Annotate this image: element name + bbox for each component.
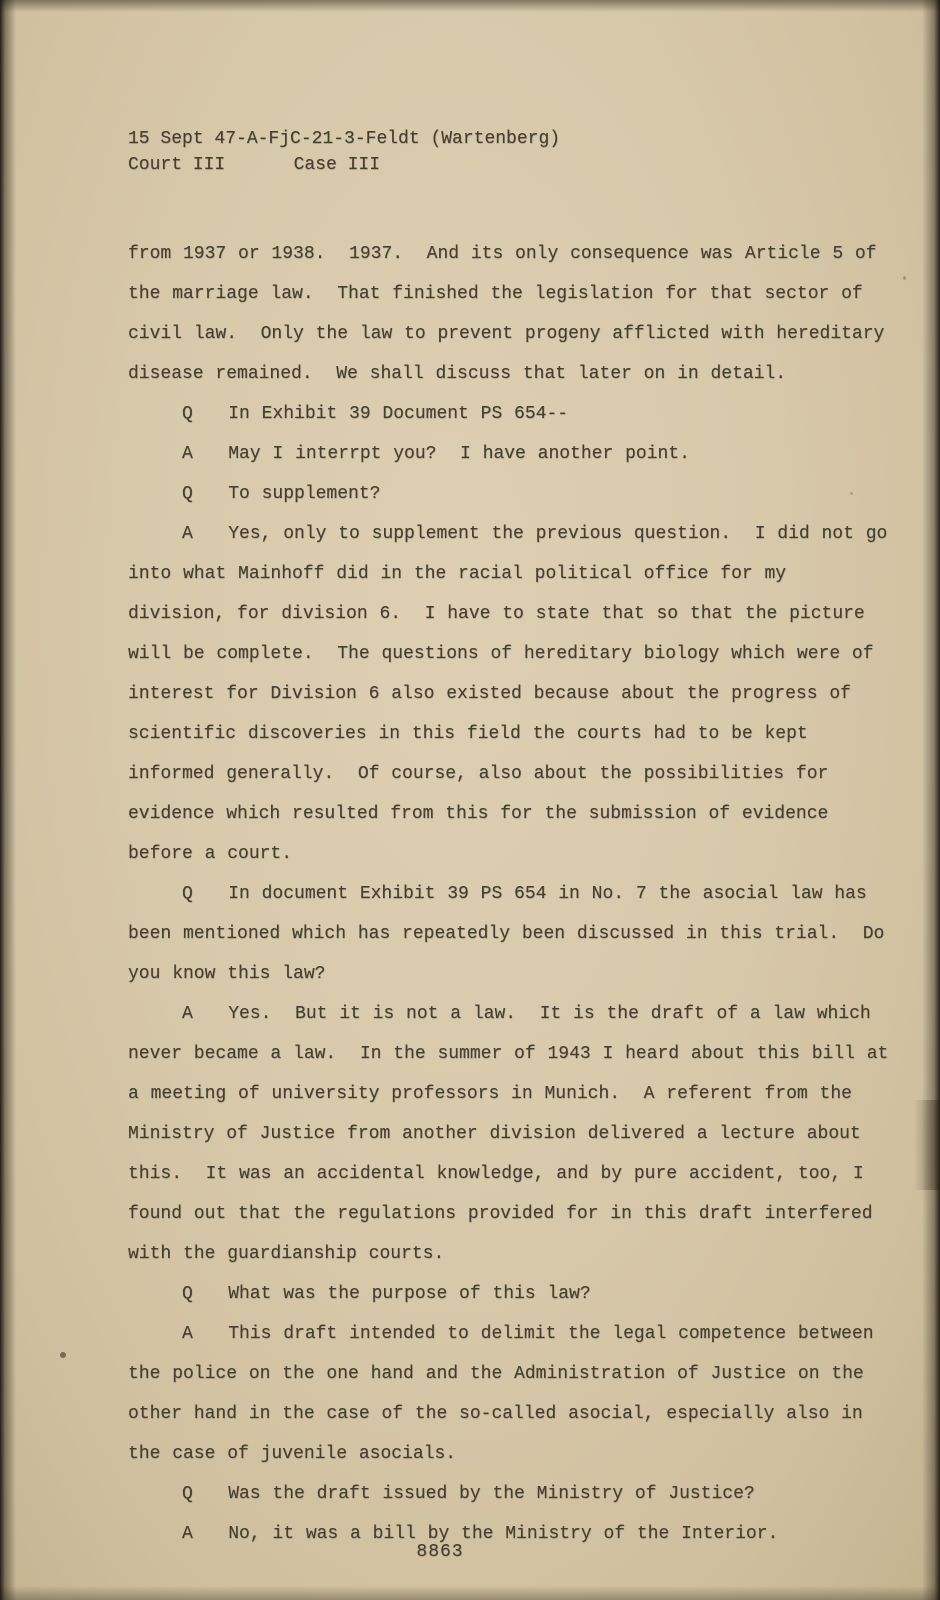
header-court-case-row — [128, 152, 892, 178]
transcript-paragraph: Q In Exhibit 39 Document PS 654-- — [182, 404, 569, 424]
case-label: Case III — [293, 155, 381, 175]
page-number: 8863 — [416, 1542, 464, 1562]
transcript-paragraph: from 1937 or 1938. 1937. And its only consequence was Article 5 of the marriage law. That finished the legislation for that sector of civil law. Only the law to prevent progeny afflicted with hereditary disease remained. We shall discuss that later on in detail. — [128, 244, 897, 384]
court-label: Court III — [128, 155, 226, 175]
paper-speck — [903, 276, 906, 280]
transcript-paragraph: Q Was the draft issued by the Ministry of Justice? — [182, 1484, 755, 1504]
document-header — [128, 126, 892, 178]
transcript-paragraph: A This draft intended to delimit the legal competence between the police on the one hand and the Administration of Justice on the other hand in the case of the so-called asocial, especially also in the case of juvenile asocials. — [128, 1324, 886, 1464]
transcript-paragraph: A Yes, only to supplement the previous question. I did not go into what Mainhoff did in the racial political office for my division, for division 6. I have to state that so that the picture will be complete. The questions of hereditary biology which were of interest for Division 6 also existed because about the progress of scientific discoveries in this field the courts had to be kept informed generally. Of course, also about the possibilities for evidence which resulted from this for the submission of evidence before a court. — [128, 524, 900, 864]
paper-fold-shadow — [914, 1100, 940, 1190]
paper-speck — [850, 492, 853, 495]
transcript-body — [128, 234, 901, 1554]
transcript-paragraph: A May I interrpt you? I have another point. — [182, 444, 690, 464]
transcript-paragraph: A No, it was a bill by the Ministry of the Interior. — [182, 1524, 779, 1544]
transcript-paragraph: A Yes. But it is not a law. It is the draft of a law which never became a law. In the summer of 1943 I heard about this bill at a meeting of university professors in Munich. A referent from the Ministry of Justice from another division delivered a lecture about this. It was an accidental knowledge, and by pure accident, too, I found out that the regulations provided for in this draft interfered with the guardianship courts. — [128, 1004, 901, 1264]
transcript-paragraph: Q To supplement? — [182, 484, 381, 504]
header-reference-line: 15 Sept 47-A-FjC-21-3-Feldt (Wartenberg) — [128, 129, 561, 149]
transcript-paragraph: Q In document Exhibit 39 PS 654 in No. 7 the asocial law has been mentioned which has repeatedly been discussed in this trial. Do you know this law? — [128, 884, 897, 984]
transcript-paragraph: Q What was the purpose of this law? — [182, 1284, 591, 1304]
paper-speck — [60, 1352, 66, 1358]
